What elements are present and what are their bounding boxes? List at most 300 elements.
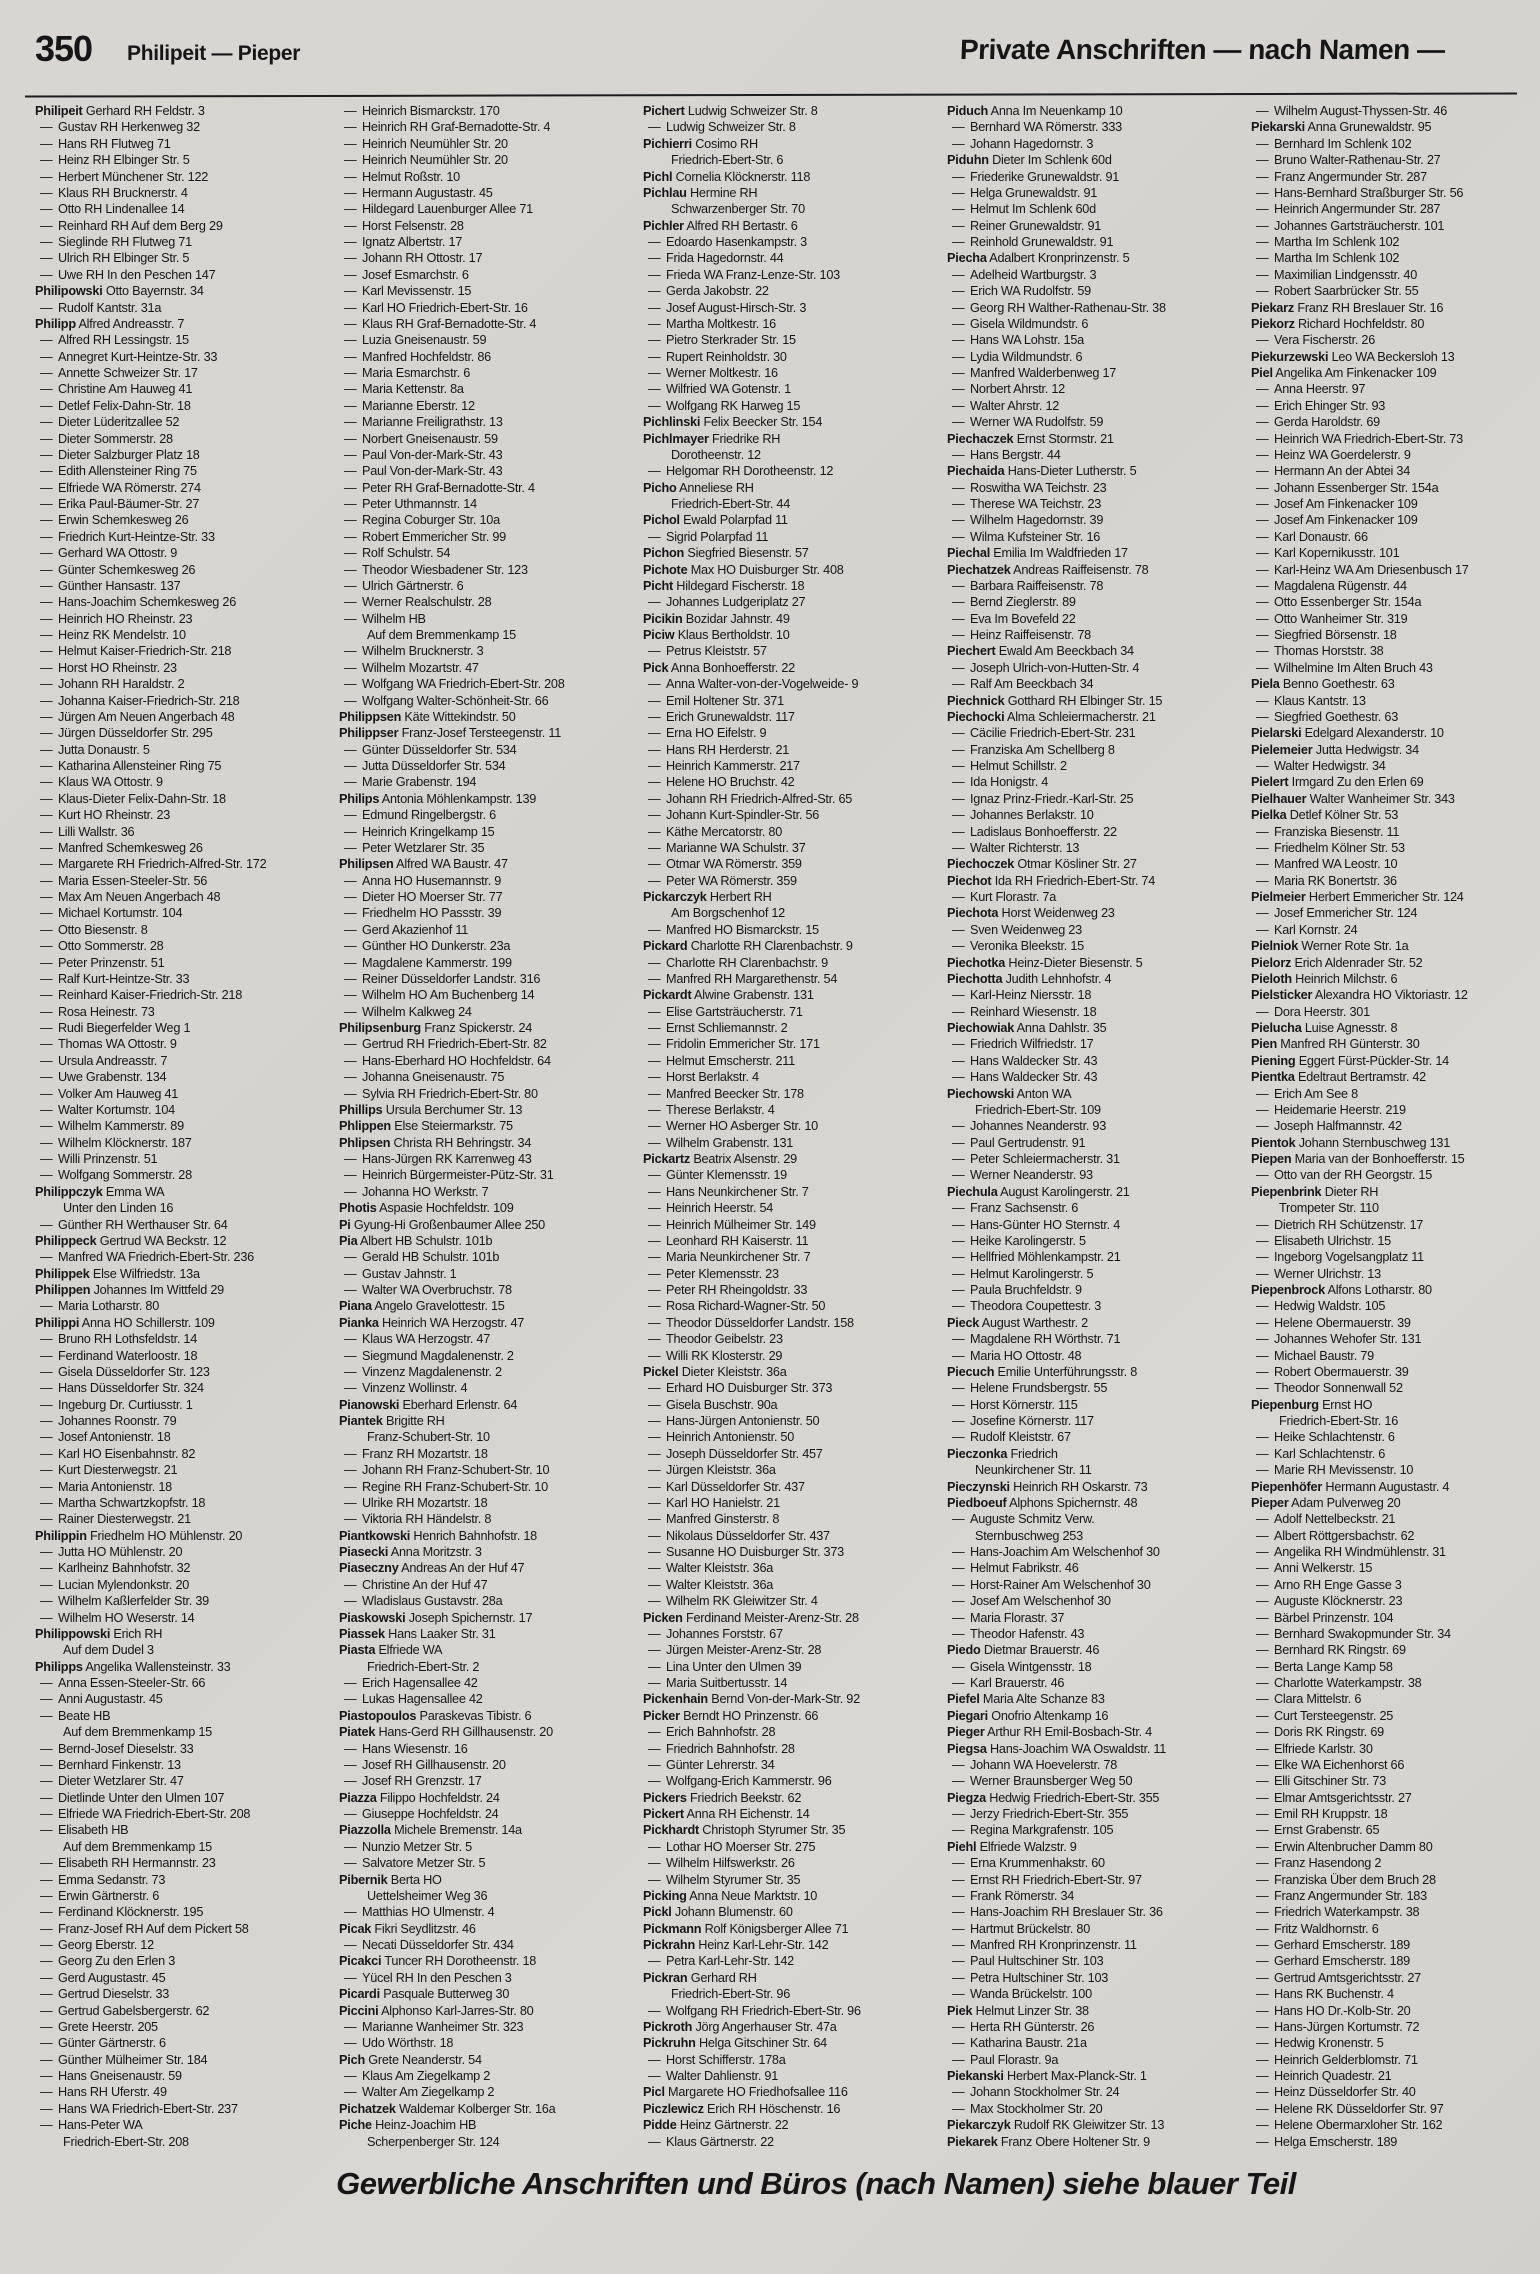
surname: Pickran (643, 1970, 688, 1985)
dash-mark: — (344, 447, 357, 462)
entry-continuation: Am Borgschenhof 12 (671, 906, 785, 921)
directory-subentry: — Helmut Emscherstr. 211 (648, 1053, 795, 1068)
directory-subentry: — Petra Karl-Lehr-Str. 142 (648, 1954, 794, 1969)
surname: Pidde (643, 2118, 677, 2133)
directory-subentry: — Werner Braunsberger Weg 50 (952, 1774, 1133, 1789)
directory-subentry: — Josef RH Grenzstr. 17 (344, 1774, 482, 1789)
directory-entry: Pien Manfred RH Günterstr. 30 (1251, 1037, 1420, 1052)
directory-subentry: — Heinrich Neumühler Str. 20 (344, 136, 508, 151)
dash-mark: — (40, 873, 53, 888)
directory-subentry: — Elfriede WA Römerstr. 274 (40, 480, 201, 495)
directory-subentry: — Wilhelm Grabenstr. 131 (648, 1135, 794, 1150)
directory-subentry: — Robert Obermauerstr. 39 (1256, 1364, 1409, 1379)
dash-mark: — (1256, 267, 1269, 282)
directory-subentry: — Gerda Jakobstr. 22 (648, 284, 769, 299)
directory-subentry: — Franz Angermunder Str. 183 (1256, 1888, 1427, 1903)
surname: Pickard (643, 939, 688, 954)
directory-subentry: — Josef RH Gillhausenstr. 20 (344, 1757, 506, 1772)
surname: Piastopoulos (339, 1708, 417, 1723)
surname: Piechaida (947, 464, 1005, 479)
surname: Pielucha (1251, 1021, 1302, 1035)
directory-subentry: — Ignaz Prinz-Friedr.-Karl-Str. 25 (952, 791, 1134, 806)
directory-subentry: — Beate HB (40, 1708, 111, 1723)
directory-entry: Pientka Edeltraut Bertramstr. 42 (1251, 1070, 1426, 1085)
directory-subentry: — Fridolin Emmericher Str. 171 (648, 1037, 820, 1052)
dash-mark: — (648, 1954, 661, 1969)
directory-subentry: — Walter Dahlienstr. 91 (648, 2069, 779, 2083)
dash-mark: — (40, 660, 53, 675)
dash-mark: — (1256, 1364, 1269, 1379)
directory-subentry: — Friedhelm HO Passstr. 39 (344, 906, 502, 921)
directory-entry: Piekorz Richard Hochfeldstr. 80 (1251, 316, 1425, 331)
directory-subentry: — Wilhelm HO Am Buchenberg 14 (344, 988, 535, 1003)
dash-mark: — (1256, 1446, 1269, 1461)
directory-subentry: — Erich Ehinger Str. 93 (1256, 398, 1386, 413)
directory-entry: Phlippen Else Steiermarkstr. 75 (339, 1119, 513, 1134)
directory-subentry: — Heinrich Bismarckstr. 170 (344, 104, 500, 118)
surname: Piczlewicz (643, 2101, 704, 2116)
directory-entry: Piastopoulos Paraskevas Tibistr. 6 (339, 1708, 532, 1723)
directory-subentry: — Klaus WA Ottostr. 9 (40, 775, 163, 790)
dash-mark: — (1256, 202, 1269, 217)
surname: Picikin (643, 611, 683, 626)
dash-mark: — (344, 759, 357, 773)
dash-mark: — (1256, 1643, 1269, 1658)
dash-mark: — (1256, 840, 1269, 855)
dash-mark: — (344, 153, 357, 168)
surname: Piehl (947, 1839, 977, 1854)
directory-subentry: — Yücel RH In den Peschen 3 (344, 1970, 512, 1985)
dash-mark: — (648, 1184, 661, 1199)
dash-mark: — (648, 922, 661, 937)
directory-subentry: — Bernhard Im Schlenk 102 (1256, 136, 1412, 151)
directory-subentry: — Rudi Biegerfelder Weg 1 (40, 1021, 191, 1035)
dash-mark: — (40, 513, 53, 528)
dash-mark: — (648, 1430, 661, 1445)
directory-subentry: — Max Am Neuen Angerbach 48 (40, 890, 221, 904)
directory-entry: Pickarczyk Herbert RH (643, 890, 772, 904)
dash-mark: — (40, 398, 53, 413)
directory-subentry: — Maria Neunkirchener Str. 7 (648, 1250, 811, 1265)
directory-subentry: — Heinrich Quadestr. 21 (1256, 2069, 1392, 2083)
dash-mark: — (952, 316, 965, 331)
directory-subentry: — Hans-Jürgen Antonienstr. 50 (648, 1414, 820, 1428)
dash-mark: — (1256, 1839, 1269, 1854)
dash-mark: — (648, 644, 661, 659)
directory-entry: Piefel Maria Alte Schanze 83 (947, 1692, 1105, 1707)
directory-subentry: — Paula Bruchfeldstr. 9 (952, 1283, 1082, 1297)
dash-mark: — (952, 1135, 965, 1150)
directory-entry: Piechot Ida RH Friedrich-Ebert-Str. 74 (947, 873, 1156, 888)
dash-mark: — (1256, 1987, 1269, 2002)
directory-subentry: — Heinrich Antonienstr. 50 (648, 1430, 795, 1445)
dash-mark: — (344, 840, 357, 855)
dash-mark: — (952, 366, 965, 380)
dash-mark: — (344, 480, 357, 495)
surname: Pickroth (643, 2019, 693, 2034)
directory-columns (35, 103, 1540, 2150)
dash-mark: — (648, 251, 661, 266)
dash-mark: — (40, 1348, 53, 1363)
dash-mark: — (648, 2003, 661, 2018)
dash-mark: — (648, 529, 661, 544)
dash-mark: — (344, 136, 357, 151)
directory-entry: Piassek Hans Laaker Str. 31 (339, 1626, 496, 1641)
directory-subentry: — Vinzenz Wollinstr. 4 (344, 1381, 468, 1396)
directory-subentry: — Emil Holtener Str. 371 (648, 693, 784, 708)
dash-mark: — (648, 709, 661, 724)
dash-mark: — (40, 529, 53, 544)
directory-subentry: — Berta Lange Kamp 58 (1256, 1659, 1393, 1674)
directory-subentry: — Heinrich Bürgermeister-Pütz-Str. 31 (344, 1168, 554, 1183)
directory-subentry: — Helmut Fabrikstr. 46 (952, 1561, 1079, 1576)
directory-subentry: — Christine An der Huf 47 (344, 1577, 488, 1592)
directory-entry: Piaskowski Joseph Spichernstr. 17 (339, 1610, 533, 1625)
directory-entry: Piantkowski Henrich Bahnhofstr. 18 (339, 1528, 537, 1543)
directory-subentry: — Martha Schwartzkopfstr. 18 (40, 1495, 206, 1510)
directory-subentry: — Doris RK Ringstr. 69 (1256, 1725, 1384, 1740)
directory-subentry: — Franziska Am Schellberg 8 (952, 742, 1115, 757)
surname: Piechaczek (947, 431, 1014, 446)
dash-mark: — (648, 1381, 661, 1396)
dash-mark: — (952, 759, 965, 773)
directory-entry: Piechal Emilia Im Waldfrieden 17 (947, 546, 1128, 561)
dash-mark: — (40, 366, 53, 380)
dash-mark: — (344, 890, 357, 904)
dash-mark: — (952, 1233, 965, 1248)
surname: Piazza (339, 1790, 377, 1805)
surname: Philippi (35, 1315, 80, 1330)
directory-subentry: — Friedrich Waterkampstr. 38 (1256, 1905, 1420, 1920)
surname: Piechoczek (947, 857, 1015, 872)
dash-mark: — (1256, 447, 1269, 462)
dash-mark: — (344, 2069, 357, 2083)
directory-subentry: — Karl HO Eisenbahnstr. 82 (40, 1446, 196, 1461)
dash-mark: — (40, 1905, 53, 1920)
directory-subentry: — Therese Berlakstr. 4 (648, 1102, 775, 1117)
dash-mark: — (344, 1774, 357, 1789)
directory-subentry: — Veronika Bleekstr. 15 (952, 939, 1084, 954)
dash-mark: — (40, 120, 53, 135)
dash-mark: — (344, 562, 357, 577)
directory-subentry: — Norbert Ahrstr. 12 (952, 382, 1065, 397)
dash-mark: — (344, 1053, 357, 1068)
dash-mark: — (952, 1545, 965, 1559)
directory-entry: Pibernik Berta HO (339, 1872, 442, 1887)
directory-subentry: — Josef Emmericher Str. 124 (1256, 906, 1418, 921)
dash-mark: — (1256, 1266, 1269, 1281)
dash-mark: — (952, 1299, 965, 1314)
directory-subentry: — Johann Stockholmer Str. 24 (952, 2085, 1120, 2100)
directory-subentry: — Klaus WA Herzogstr. 47 (344, 1332, 491, 1347)
dash-mark: — (40, 497, 53, 511)
dash-mark: — (648, 824, 661, 839)
dash-mark: — (1256, 660, 1269, 675)
directory-entry: Piechota Horst Weidenweg 23 (947, 906, 1115, 921)
directory-subentry: — Roswitha WA Teichstr. 23 (952, 480, 1107, 495)
surname: Picho (643, 480, 677, 495)
dash-mark: — (952, 382, 965, 397)
dash-mark: — (952, 1381, 965, 1396)
directory-column-1 (35, 103, 324, 2150)
directory-subentry: — Johanna HO Werkstr. 7 (344, 1184, 489, 1199)
directory-subentry: — Wolfgang WA Friedrich-Ebert-Str. 208 (344, 677, 565, 692)
dash-mark: — (40, 1463, 53, 1478)
directory-subentry: — Detlef Felix-Dahn-Str. 18 (40, 398, 191, 413)
dash-mark: — (952, 284, 965, 299)
directory-subentry: — Luzia Gneisenaustr. 59 (344, 333, 487, 348)
dash-mark: — (952, 415, 965, 430)
dash-mark: — (344, 1807, 357, 1821)
dash-mark: — (648, 1495, 661, 1510)
dash-mark: — (1256, 1119, 1269, 1134)
directory-entry: Pickmann Rolf Königsberger Allee 71 (643, 1921, 849, 1936)
dash-mark: — (40, 824, 53, 839)
dash-mark: — (1256, 2134, 1269, 2149)
directory-entry: Piepenburg Ernst HO (1251, 1397, 1373, 1412)
directory-entry: Picakci Tuncer RH Dorotheenstr. 18 (339, 1954, 537, 1969)
directory-subentry: — Otto van der RH Georgstr. 15 (1256, 1168, 1433, 1183)
surname: Piepen (1251, 1152, 1292, 1166)
surname: Piassek (339, 1626, 385, 1641)
directory-subentry: — Siegfried Börsenstr. 18 (1256, 628, 1397, 642)
directory-subentry: — Ludwig Schweizer Str. 8 (648, 120, 796, 135)
dash-mark: — (1256, 1872, 1269, 1887)
directory-entry: Pickran Gerhard RH (643, 1970, 757, 1985)
directory-entry: Pieczonka Friedrich (947, 1446, 1058, 1461)
dash-mark: — (952, 939, 965, 954)
directory-entry: Philipsenburg Franz Spickerstr. 24 (339, 1021, 533, 1035)
dash-mark: — (40, 1790, 53, 1805)
dash-mark: — (952, 1905, 965, 1920)
dash-mark: — (344, 1332, 357, 1347)
directory-subentry: — Peter Uthmannstr. 14 (344, 497, 477, 511)
surname: Pielert (1251, 775, 1289, 790)
directory-subentry: — Dietlinde Unter den Ulmen 107 (40, 1790, 225, 1805)
dash-mark: — (952, 349, 965, 364)
dash-mark: — (40, 1168, 53, 1183)
header-divider (25, 92, 1517, 97)
directory-subentry: — Hedwig Waldstr. 105 (1256, 1299, 1386, 1314)
dash-mark: — (952, 1152, 965, 1166)
directory-subentry: — Paul Gertrudenstr. 91 (952, 1135, 1086, 1150)
directory-entry: Pielmeier Herbert Emmericher Str. 124 (1251, 890, 1464, 904)
directory-subentry: — Karl-Heinz WA Am Driesenbusch 17 (1256, 562, 1469, 577)
dash-mark: — (40, 1364, 53, 1379)
directory-subentry: — Peter Wetzlarer Str. 35 (344, 840, 485, 855)
dash-mark: — (1256, 824, 1269, 839)
directory-entry: Pichatzek Waldemar Kolberger Str. 16a (339, 2101, 556, 2116)
dash-mark: — (40, 562, 53, 577)
dash-mark: — (344, 546, 357, 561)
dash-mark: — (344, 1348, 357, 1363)
directory-subentry: — Willi Prinzenstr. 51 (40, 1152, 158, 1166)
directory-subentry: — Johann Kurt-Spindler-Str. 56 (648, 808, 820, 823)
directory-subentry: — Johannes Wehofer Str. 131 (1256, 1332, 1422, 1347)
directory-subentry: — Anna HO Husemannstr. 9 (344, 873, 502, 888)
dash-mark: — (648, 316, 661, 331)
directory-subentry: — Werner Moltkestr. 16 (648, 366, 778, 380)
dash-mark: — (952, 1168, 965, 1183)
dash-mark: — (1256, 709, 1269, 724)
directory-entry: Piegsa Hans-Joachim WA Oswaldstr. 11 (947, 1741, 1167, 1756)
directory-subentry: — Helene HO Bruchstr. 42 (648, 775, 795, 790)
directory-entry: Pieper Adam Pulverweg 20 (1251, 1495, 1401, 1510)
dash-mark: — (344, 922, 357, 937)
dash-mark: — (648, 300, 661, 315)
dash-mark: — (344, 1266, 357, 1281)
directory-subentry: — Dora Heerstr. 301 (1256, 1004, 1370, 1019)
dash-mark: — (40, 1692, 53, 1707)
entry-continuation: Friedrich-Ebert-Str. 109 (975, 1102, 1101, 1117)
directory-subentry: — Reiner Grunewaldstr. 91 (952, 218, 1102, 233)
dash-mark: — (648, 775, 661, 790)
directory-entry: Pichlau Hermine RH (643, 185, 758, 200)
dash-mark: — (344, 971, 357, 986)
directory-subentry: — Katharina Baustr. 21a (952, 2036, 1087, 2051)
surname: Piechocki (947, 709, 1005, 724)
dash-mark: — (40, 2003, 53, 2018)
directory-subentry: — Klaus Kantstr. 13 (1256, 693, 1366, 708)
directory-entry: Philippin Friedhelm HO Mühlenstr. 20 (35, 1528, 243, 1543)
dash-mark: — (648, 1217, 661, 1232)
dash-mark: — (344, 693, 357, 708)
directory-entry: Piela Benno Goethestr. 63 (1251, 677, 1395, 692)
dash-mark: — (648, 1545, 661, 1559)
dash-mark: — (1256, 1676, 1269, 1690)
dash-mark: — (1256, 1577, 1269, 1592)
surname: Piechatzek (947, 562, 1011, 577)
dash-mark: — (1256, 1348, 1269, 1363)
dash-mark: — (648, 1659, 661, 1674)
dash-mark: — (344, 300, 357, 315)
dash-mark: — (344, 824, 357, 839)
dash-mark: — (952, 1004, 965, 1019)
surname: Piechotka (947, 955, 1006, 970)
surname: Pichler (643, 218, 684, 233)
dash-mark: — (1256, 2101, 1269, 2116)
directory-entry: Philipeit Gerhard RH Feldstr. 3 (35, 104, 205, 118)
dash-mark: — (952, 1414, 965, 1428)
dash-mark: — (344, 1004, 357, 1019)
entry-continuation: Auf dem Dudel 3 (63, 1643, 154, 1658)
directory-subentry: — Hans Neunkirchener Str. 7 (648, 1184, 809, 1199)
directory-subentry: — Klaus RH Brucknerstr. 4 (40, 185, 188, 200)
dash-mark: — (648, 1315, 661, 1330)
directory-subentry: — Edmund Ringelbergstr. 6 (344, 808, 496, 823)
dash-mark: — (40, 1250, 53, 1265)
dash-mark: — (344, 1184, 357, 1199)
directory-subentry: — Karlheinz Bahnhofstr. 32 (40, 1561, 191, 1576)
surname: Piecha (947, 251, 987, 266)
dash-mark: — (1256, 1954, 1269, 1969)
dash-mark: — (40, 775, 53, 790)
directory-entry: Philipowski Otto Bayernstr. 34 (35, 284, 204, 299)
surname: Pickruhn (643, 2036, 696, 2051)
directory-subentry: — Helene Frundsbergstr. 55 (952, 1381, 1108, 1396)
directory-subentry: — Siegmund Magdalenenstr. 2 (344, 1348, 514, 1363)
directory-subentry: — Gerhard Emscherstr. 189 (1256, 1938, 1410, 1952)
dash-mark: — (1256, 1610, 1269, 1625)
directory-entry: Picker Berndt HO Prinzenstr. 66 (643, 1708, 819, 1723)
directory-subentry: — Johannes Forststr. 67 (648, 1626, 783, 1641)
directory-subentry: — Horst Körnerstr. 115 (952, 1397, 1078, 1412)
directory-subentry: — Wilhelm Styrumer Str. 35 (648, 1872, 801, 1887)
directory-entry: Piedo Dietmar Brauerstr. 46 (947, 1643, 1100, 1658)
directory-subentry: — Paul Von-der-Mark-Str. 43 (344, 464, 503, 479)
dash-mark: — (344, 398, 357, 413)
surname: Pickers (643, 1790, 687, 1805)
surname: Piechowiak (947, 1021, 1015, 1035)
surname: Philipp (35, 316, 76, 331)
dash-mark: — (1256, 1217, 1269, 1232)
directory-subentry: — Joseph Ulrich-von-Hutten-Str. 4 (952, 660, 1140, 675)
surname: Philipowski (35, 284, 103, 299)
directory-entry: Piche Heinz-Joachim HB (339, 2118, 477, 2133)
entry-continuation: Friedrich-Ebert-Str. 6 (671, 153, 784, 168)
dash-mark: — (40, 1037, 53, 1052)
dash-mark: — (344, 939, 357, 954)
directory-subentry: — Annette Schweizer Str. 17 (40, 366, 198, 380)
dash-mark: — (1256, 1430, 1269, 1445)
directory-subentry: — Franziska Biesenstr. 11 (1256, 824, 1400, 839)
directory-subentry: — Wilhelm Kammerstr. 89 (40, 1119, 184, 1134)
dash-mark: — (1256, 2019, 1269, 2034)
directory-subentry: — Alfred RH Lessingstr. 15 (40, 333, 189, 348)
dash-mark: — (344, 366, 357, 380)
surname: Piantek (339, 1414, 383, 1428)
surname: Pianowski (339, 1397, 400, 1412)
directory-subentry: — Franz Hasendong 2 (1256, 1856, 1382, 1871)
directory-subentry: — Josef Am Finkenacker 109 (1256, 513, 1418, 528)
dash-mark: — (40, 1856, 53, 1871)
dash-mark: — (1256, 1561, 1269, 1576)
directory-entry: Pielhauer Walter Wanheimer Str. 343 (1251, 791, 1455, 806)
directory-entry: Pieczynski Heinrich RH Oskarstr. 73 (947, 1479, 1148, 1494)
directory-entry: Picl Margarete HO Friedhofsallee 116 (643, 2085, 848, 2100)
dash-mark: — (952, 1954, 965, 1969)
dash-mark: — (40, 1135, 53, 1150)
directory-subentry: — Marianne Freiligrathstr. 13 (344, 415, 503, 430)
entry-continuation: Franz-Schubert-Str. 10 (367, 1430, 490, 1445)
surname: Picardi (339, 1987, 380, 2002)
directory-subentry: — Vera Fischerstr. 26 (1256, 333, 1376, 348)
directory-subentry: — Ferdinand Klöcknerstr. 195 (40, 1905, 204, 1920)
dash-mark: — (1256, 333, 1269, 348)
dash-mark: — (40, 267, 53, 282)
dash-mark: — (344, 415, 357, 430)
dash-mark: — (952, 775, 965, 790)
directory-subentry: — Barbara Raiffeisenstr. 78 (952, 578, 1104, 593)
directory-entry: Pichl Cornelia Klöcknerstr. 118 (643, 169, 811, 184)
dash-mark: — (1256, 611, 1269, 626)
dash-mark: — (40, 1479, 53, 1494)
dash-mark: — (1256, 431, 1269, 446)
dash-mark: — (648, 398, 661, 413)
directory-subentry: — Heinz RH Elbinger Str. 5 (40, 153, 190, 168)
directory-subentry: — Josef Esmarchstr. 6 (344, 267, 469, 282)
surname: Piechula (947, 1184, 998, 1199)
dash-mark: — (40, 971, 53, 986)
directory-subentry: — Hans Düsseldorfer Str. 324 (40, 1381, 204, 1396)
directory-entry: Pich Grete Neanderstr. 54 (339, 2052, 482, 2067)
directory-subentry: — Manfred RH Kronprinzenstr. 11 (952, 1938, 1137, 1952)
directory-entry: Picht Hildegard Fischerstr. 18 (643, 578, 805, 593)
dash-mark: — (952, 660, 965, 675)
directory-subentry: — Wilhelm Hagedornstr. 39 (952, 513, 1104, 528)
directory-entry: Piechnick Gotthard RH Elbinger Str. 15 (947, 693, 1163, 708)
dash-mark: — (344, 1757, 357, 1772)
